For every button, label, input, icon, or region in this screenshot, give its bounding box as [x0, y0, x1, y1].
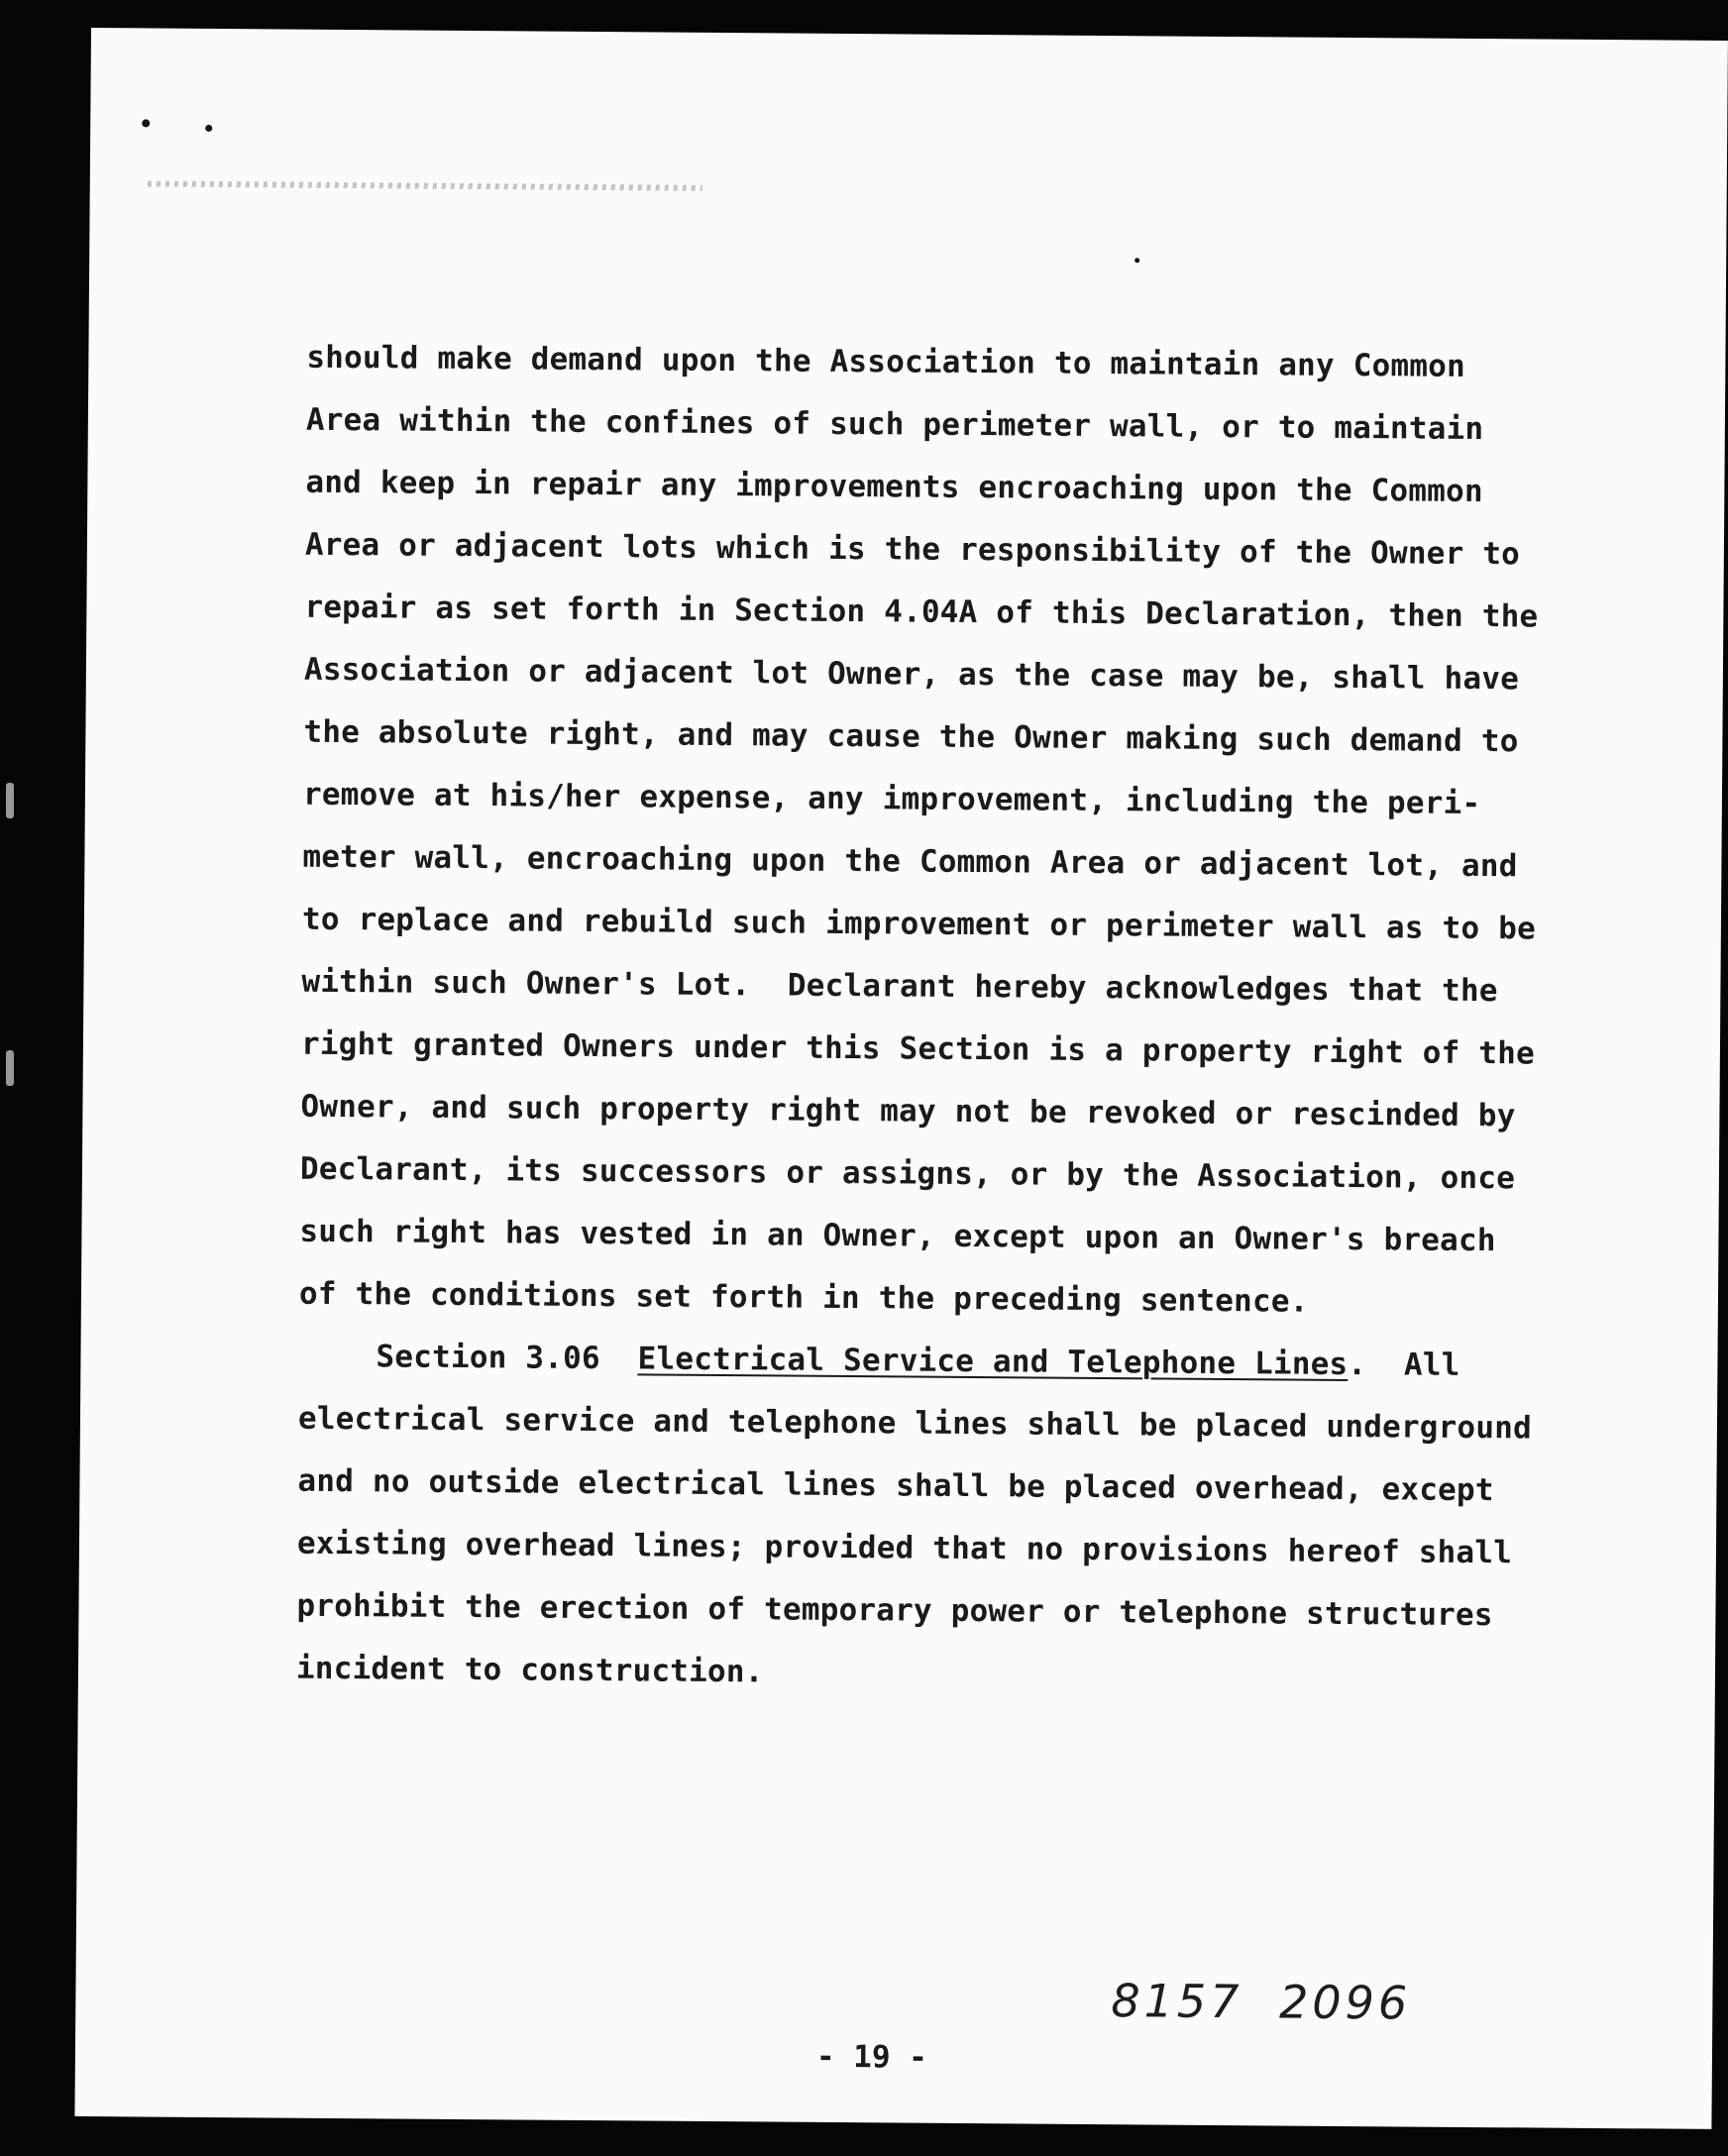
text-line: should make demand upon the Association to maintain any Common	[306, 339, 1466, 384]
text-line: repair as set forth in Section 4.04A of this Declaration, then the	[304, 589, 1539, 635]
scan-speck	[1134, 258, 1139, 263]
text-line: Area or adjacent lots which is the responsibility of the Owner to	[304, 526, 1521, 573]
text-line: meter wall, encroaching upon the Common Area or adjacent lot, and	[302, 838, 1518, 885]
text-line: right granted Owners under this Section is a property right of the	[300, 1025, 1536, 1072]
text-line: Owner, and such property right may not be revoked or rescinded by	[300, 1088, 1516, 1134]
section-title-end: .	[1348, 1347, 1367, 1383]
section-label: Section 3.06	[376, 1339, 600, 1377]
text-line: remove at his/her expense, any improvement, including the peri-	[302, 776, 1481, 822]
document-body	[296, 327, 1655, 1711]
page-number: - 19 -	[815, 2038, 928, 2076]
text-line: the absolute right, and may cause the Owner making such demand to	[303, 713, 1519, 760]
text-line: electrical service and telephone lines shall be placed underground	[297, 1400, 1533, 1447]
scan-noise-line	[148, 180, 702, 190]
scan-speck	[142, 119, 150, 127]
text-line: existing overhead lines; provided that no provisions hereof shall	[296, 1525, 1513, 1571]
section-heading-line	[298, 1326, 1646, 1399]
text-line: Area within the confines of such perimeter wall, or to maintain	[305, 401, 1484, 448]
document-page	[74, 28, 1728, 2129]
text-line: prohibit the erection of temporary power or telephone structures	[296, 1587, 1493, 1634]
text-line: such right has vested in an Owner, except upon an Owner's breach	[299, 1213, 1496, 1259]
text-line: Association or adjacent lot Owner, as the case may be, shall have	[303, 651, 1520, 698]
scan-edge-mark	[6, 1050, 14, 1086]
text-line: within such Owner's Lot. Declarant hereby acknowledges that the	[301, 963, 1498, 1010]
text-line: Declarant, its successors or assigns, or by the Association, once	[299, 1150, 1516, 1197]
scan-edge-mark	[6, 783, 14, 818]
text-line: and no outside electrical lines shall be placed overhead, except	[297, 1462, 1494, 1509]
text-line: of the conditions set forth in the preceding sentence.	[298, 1275, 1309, 1320]
scan-speck	[205, 125, 212, 132]
text-line: and keep in repair any improvements encroaching upon the Common	[305, 464, 1483, 510]
text-line: incident to construction.	[295, 1650, 764, 1690]
document-number: 8157 2096	[1111, 1974, 1412, 2030]
section-title: Electrical Service and Telephone Lines	[637, 1341, 1349, 1383]
section-first-line-tail: All	[1403, 1347, 1460, 1383]
text-line: to replace and rebuild such improvement or perimeter wall as to be	[301, 901, 1537, 947]
